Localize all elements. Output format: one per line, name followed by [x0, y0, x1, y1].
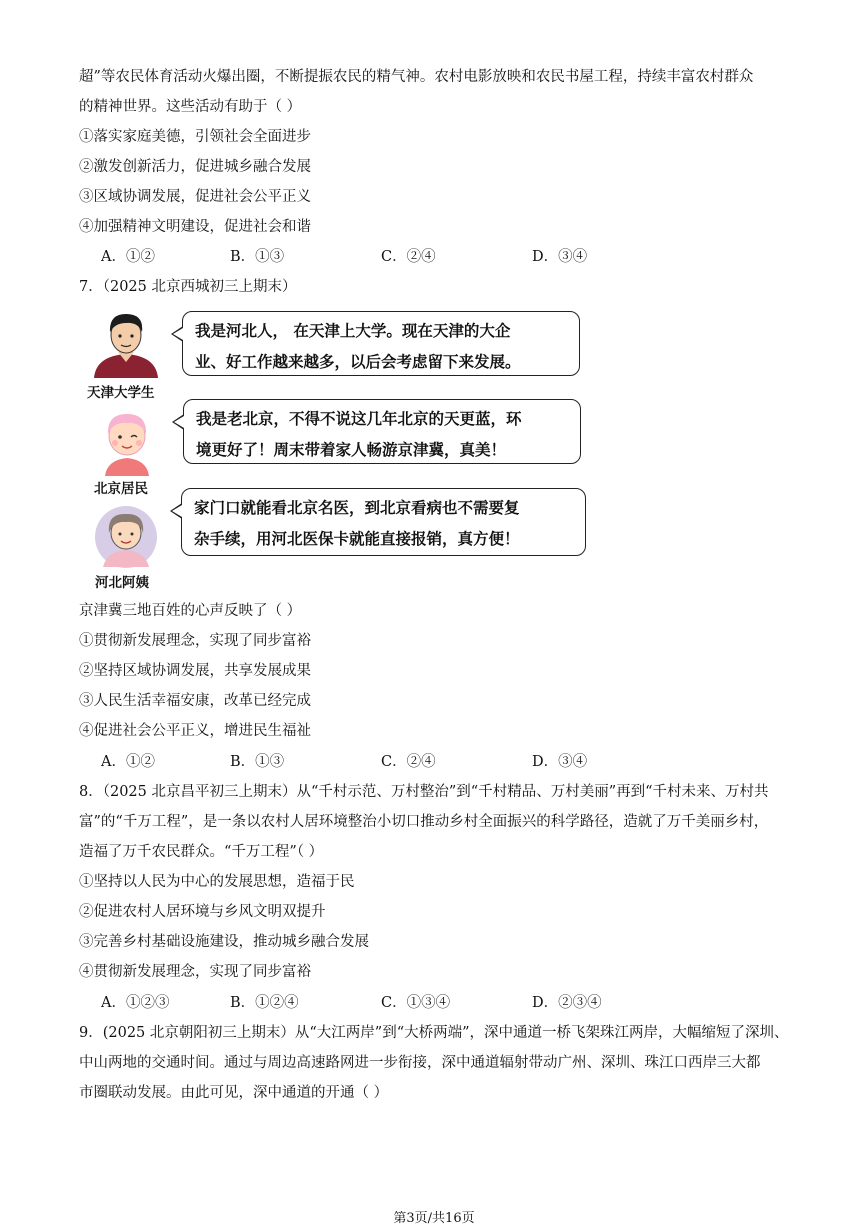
q7-option-b: B．①③ — [230, 754, 285, 770]
q9-line-1: 9．(2025 北京朝阳初三上期末）从“大江两岸”到“大桥两端”，深中通道一桥飞架珠江两岸，大幅缩短了深圳、 — [79, 1025, 789, 1041]
hebei-auntie-speech-bubble — [181, 488, 586, 556]
q6-statement-2: ②激发创新活力，促进城乡融合发展 — [79, 159, 311, 175]
student-speech-line-1: 我是河北人， 在天津上大学。现在天津的大企 — [195, 322, 511, 340]
q7-header: 7．（2025 北京西城初三上期末） — [79, 279, 297, 295]
hebei-auntie-avatar-illustration — [93, 505, 159, 569]
q7-statement-4: ④促进社会公平正义，增进民生福祉 — [79, 723, 311, 739]
student-caption: 天津大学生 — [87, 385, 155, 401]
q6-statement-4: ④加强精神文明建设，促进社会和谐 — [79, 219, 311, 235]
q8-option-d: D．②③④ — [532, 995, 602, 1011]
q6-statement-1: ①落实家庭美德，引领社会全面进步 — [79, 129, 311, 145]
student-speech-bubble — [182, 311, 580, 376]
q8-statement-2: ②促进农村人居环境与乡风文明双提升 — [79, 904, 326, 920]
beijing-resident-speech-line-2: 境更好了！周末带着家人畅游京津冀，真美！ — [196, 441, 507, 459]
beijing-resident-avatar-illustration — [97, 408, 157, 476]
q8-statement-4: ④贯彻新发展理念，实现了同步富裕 — [79, 964, 311, 980]
q6-option-c: C．②④ — [381, 249, 436, 265]
q7-option-a: A．①② — [101, 754, 155, 770]
q6-option-b: B．①③ — [230, 249, 285, 265]
q8-line-2: 富”的“千万工程”，是一条以农村人居环境整治小切口推动乡村全面振兴的科学路径，造就了万千美丽乡村， — [79, 814, 769, 830]
q7-stem: 京津冀三地百姓的心声反映了（ ） — [79, 603, 302, 619]
bubble-tail — [170, 503, 182, 519]
q8-option-b: B．①②④ — [230, 995, 299, 1011]
student-speech-line-2: 业、好工作越来越多，以后会考虑留下来发展。 — [195, 353, 521, 371]
q6-line-2: 的精神世界。这些活动有助于（ ） — [79, 99, 302, 115]
hebei-auntie-speech-line-2: 杂手续，用河北医保卡就能直接报销，真方便！ — [194, 530, 520, 548]
page-footer: 第3页/共16页 — [393, 1211, 475, 1226]
q9-line-2: 中山两地的交通时间。通过与周边高速路网进一步衔接，深中通道辐射带动广州、深圳、珠江口西岸三大都 — [79, 1055, 761, 1071]
hebei-auntie-speech-line-1: 家门口就能看北京名医，到北京看病也不需要复 — [194, 499, 520, 517]
q8-option-a: A．①②③ — [101, 995, 170, 1011]
q6-option-a: A．①② — [101, 249, 155, 265]
q8-line-1: 8．（2025 北京昌平初三上期末）从“千村示范、万村整治”到“千村精品、万村美丽”再到“千村未来、万村共 — [79, 784, 769, 800]
beijing-resident-speech-bubble — [183, 399, 581, 464]
beijing-resident-speech-line-1: 我是老北京，不得不说这几年北京的天更蓝，环 — [196, 410, 522, 428]
q8-statement-3: ③完善乡村基础设施建设，推动城乡融合发展 — [79, 934, 369, 950]
q6-statement-3: ③区域协调发展，促进社会公平正义 — [79, 189, 311, 205]
bubble-tail — [171, 326, 183, 342]
q8-line-3: 造福了万千农民群众。“千万工程”（ ） — [79, 844, 324, 860]
beijing-resident-caption: 北京居民 — [94, 481, 148, 497]
bubble-tail — [172, 414, 184, 430]
q7-option-c: C．②④ — [381, 754, 436, 770]
hebei-auntie-caption: 河北阿姨 — [95, 575, 149, 591]
q8-option-c: C．①③④ — [381, 995, 451, 1011]
q7-statement-2: ②坚持区域协调发展，共享发展成果 — [79, 663, 311, 679]
q7-statement-1: ①贯彻新发展理念，实现了同步富裕 — [79, 633, 311, 649]
student-avatar-illustration — [90, 308, 162, 378]
q9-line-3: 市圈联动发展。由此可见，深中通道的开通（ ） — [79, 1085, 389, 1101]
q7-statement-3: ③人民生活幸福安康，改革已经完成 — [79, 693, 311, 709]
q6-line-1: 超”等农民体育活动火爆出圈，不断提振农民的精气神。农村电影放映和农民书屋工程，持续丰富农村群众 — [79, 69, 754, 85]
q8-statement-1: ①坚持以人民为中心的发展思想，造福于民 — [79, 874, 355, 890]
q7-option-d: D．③④ — [532, 754, 588, 770]
q6-option-d: D．③④ — [532, 249, 588, 265]
